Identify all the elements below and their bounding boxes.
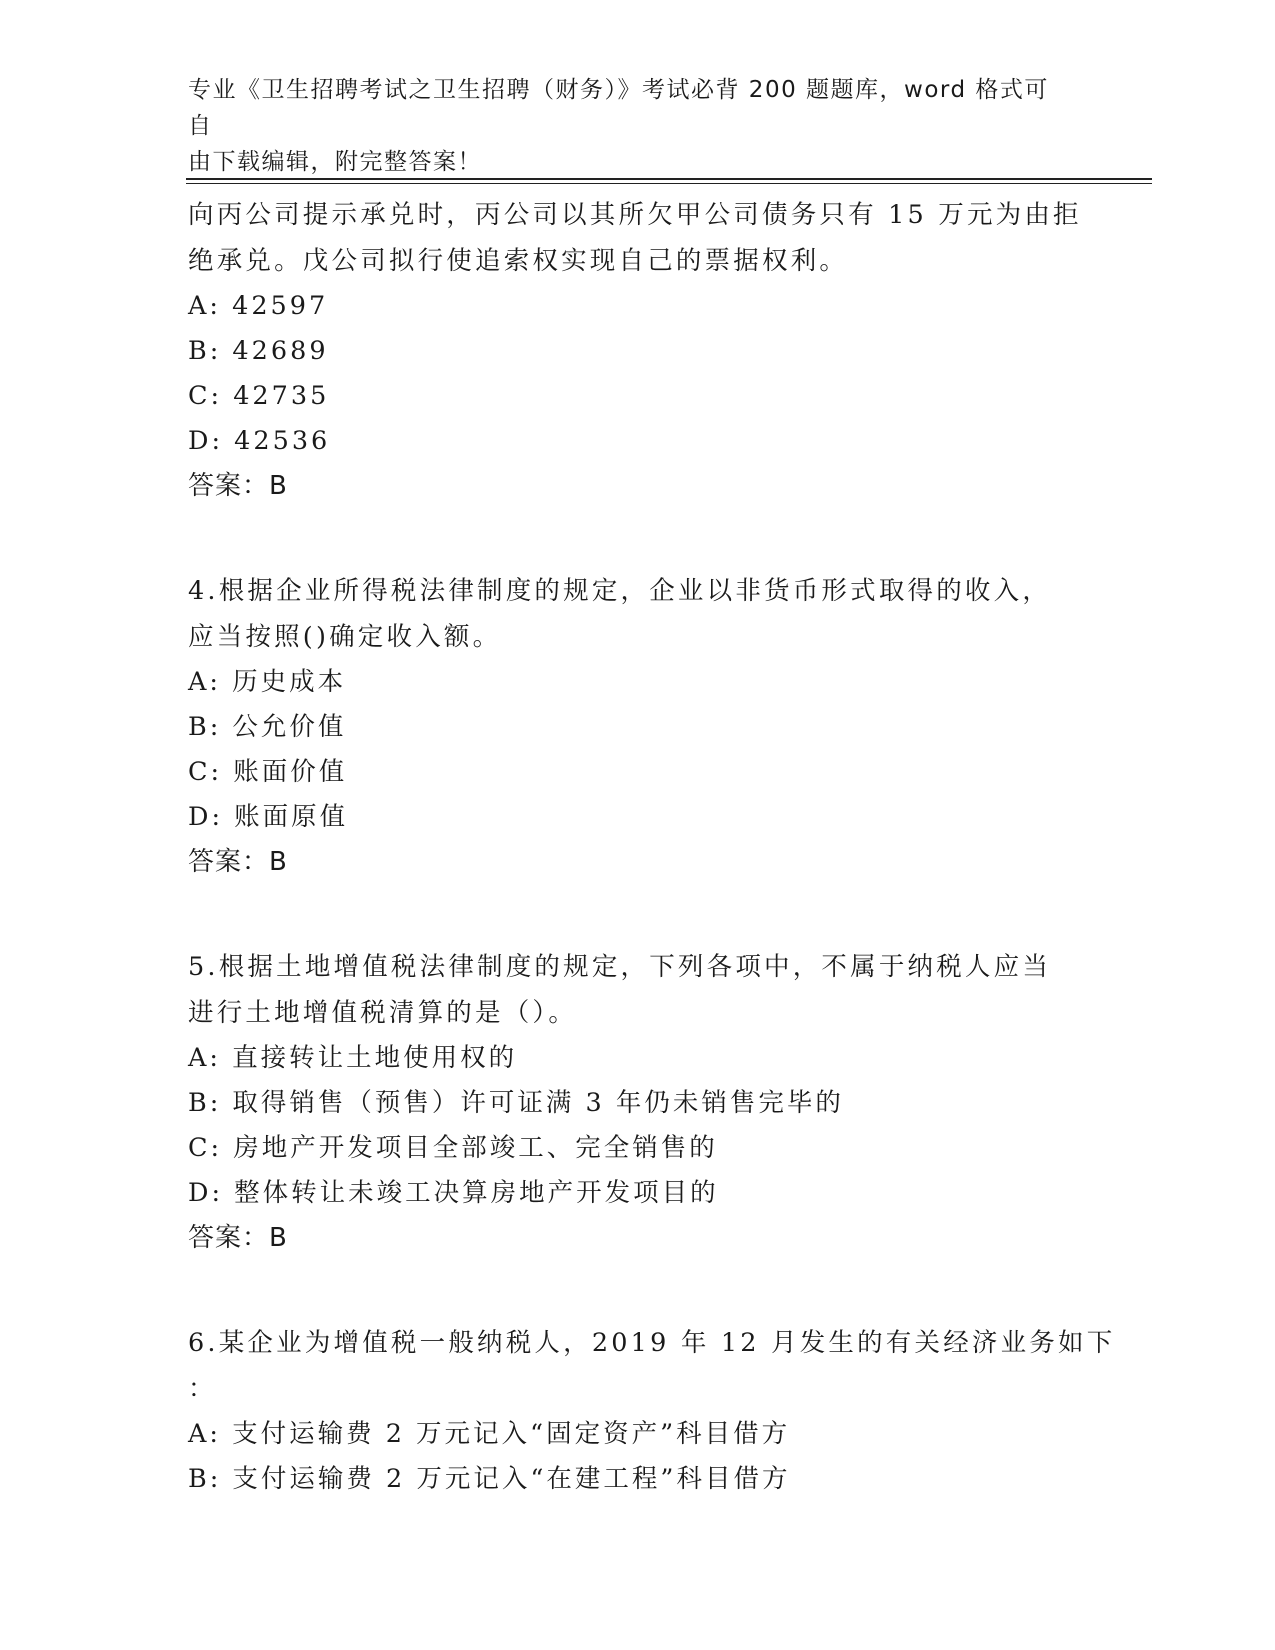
option-a: A: 历史成本 (188, 667, 347, 697)
question-5 (188, 944, 1088, 1260)
answer-label: 答案：B (188, 1223, 288, 1253)
question-stem-line: 向丙公司提示承兑时，丙公司以其所欠甲公司债务只有 15 万元为由拒 (188, 200, 1082, 230)
spacer (188, 884, 1088, 944)
option-b: B: 取得销售（预售）许可证满 3 年仍未销售完毕的 (188, 1088, 844, 1118)
option-a: A: 直接转让土地使用权的 (188, 1043, 518, 1073)
question-stem-line: 5.根据土地增值税法律制度的规定，下列各项中，不属于纳税人应当 (188, 952, 1052, 982)
spacer (188, 1260, 1088, 1320)
option-c: C: 42735 (188, 381, 330, 411)
option-c: C: 账面价值 (188, 757, 348, 787)
option-b: B: 支付运输费 2 万元记入“在建工程”科目借方 (188, 1464, 791, 1494)
question-stem-line: 应当按照()确定收入额。 (188, 622, 502, 652)
answer-label: 答案：B (188, 471, 288, 501)
option-b: B: 公允价值 (188, 712, 347, 742)
question-3 (188, 192, 1088, 508)
document-header (188, 72, 1068, 180)
option-a: A: 42597 (188, 291, 329, 321)
option-d: D: 整体转让未竣工决算房地产开发项目的 (188, 1178, 719, 1208)
question-6 (188, 1320, 1116, 1502)
header-divider-thick (186, 178, 1152, 180)
question-stem-line: 6.某企业为增值税一般纳税人，2019 年 12 月发生的有关经济业务如下 (188, 1328, 1116, 1358)
header-line-2: 由下载编辑，附完整答案！ (188, 149, 482, 175)
header-divider-thin (186, 183, 1152, 184)
spacer (188, 508, 1088, 568)
header-line-1: 专业《卫生招聘考试之卫生招聘（财务）》考试必背 200 题题库，word 格式可自 (188, 77, 1049, 139)
question-stem-line: 绝承兑。戊公司拟行使追索权实现自己的票据权利。 (188, 246, 849, 276)
option-d: D: 42536 (188, 426, 331, 456)
option-a: A: 支付运输费 2 万元记入“固定资产”科目借方 (188, 1419, 791, 1449)
question-stem-line: 4.根据企业所得税法律制度的规定，企业以非货币形式取得的收入， (188, 576, 1052, 606)
option-d: D: 账面原值 (188, 802, 349, 832)
answer-label: 答案：B (188, 847, 288, 877)
question-list (188, 192, 1116, 1502)
question-4 (188, 568, 1088, 884)
question-stem-line: 进行土地增值税清算的是（）。 (188, 998, 578, 1028)
option-c: C: 房地产开发项目全部竣工、完全销售的 (188, 1133, 718, 1163)
question-stem-line: ： (188, 1374, 217, 1404)
option-b: B: 42689 (188, 336, 329, 366)
